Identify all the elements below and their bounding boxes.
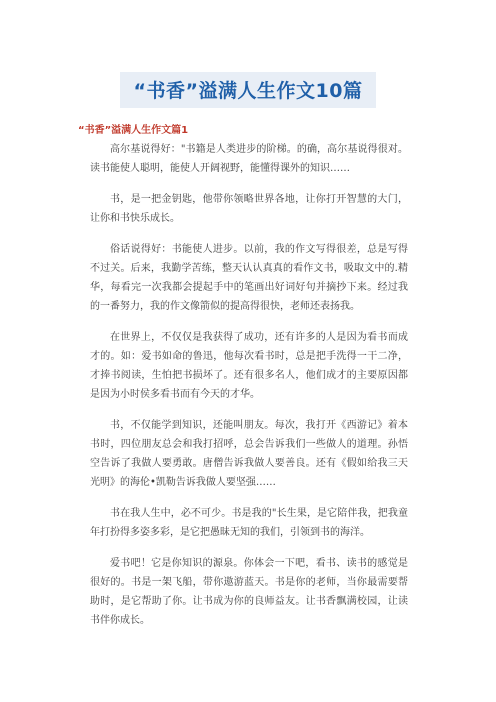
paragraph-4: 在世界上，不仅仅是我获得了成功，还有许多的人是因为看书而成才的。如：爱书如命的鲁迅，他每次看书时，总是把手洗得一干二净，才捧书阅读，生怕把书损坏了。还有很多名人，他们成才的主要原因都是因为小时侯多看书而有今天的才华。 bbox=[90, 332, 408, 400]
paragraph-5: 书，不仅能学到知识，还能叫朋友。每次，我打开《西游记》着本书时，四位朋友总会和我打招呼，总会告诉我们一些做人的道理。孙悟空告诉了我做人要勇敢。唐僧告诉我做人要善良。还有《假如给我三天光明》的海伦•凯勒告诉我做人要坚强…… bbox=[90, 420, 408, 488]
paragraph-2: 书，是一把金钥匙，他带你领略世界各地，让你打开智慧的大门，让你和书快乐成长。 bbox=[90, 194, 408, 224]
title-area bbox=[0, 72, 496, 108]
document-title: “书香”溢满人生作文10篇 bbox=[120, 72, 377, 108]
section-heading: “书香”溢满人生作文篇1 bbox=[78, 125, 189, 136]
paragraph-1: 高尔基说得好："书籍是人类进步的阶梯。的确，高尔基说得很对。读书能使人聪明，能使人开阔视野，能懂得课外的知识…… bbox=[90, 144, 408, 174]
article-body bbox=[90, 140, 408, 642]
paragraph-7: 爱书吧！它是你知识的源泉。你体会一下吧，看书、读书的感觉是很好的。书是一架飞船，带你遨游蓝天。书是你的老师，当你最需要帮助时，是它帮助了你。让书成为你的良师益友。让书香飘满校园，让读书伴你成长。 bbox=[90, 558, 408, 626]
paragraph-3: 俗话说得好：书能使人进步。以前，我的作文写得很差，总是写得不过关。后来，我勤学苦练，整天认认真真的看作文书，吸取文中的.精华，每看完一次我都会提起手中的笔画出好词好句并摘抄下来。经过我的一番努力，我的作文像箭似的提高得很快，老师还表扬我。 bbox=[90, 244, 408, 312]
paragraph-6: 书在我人生中，必不可少。书是我的"长生果，是它陪伴我，把我童年打扮得多姿多彩，是它把愚昧无知的我们，引领到书的海洋。 bbox=[90, 508, 408, 538]
